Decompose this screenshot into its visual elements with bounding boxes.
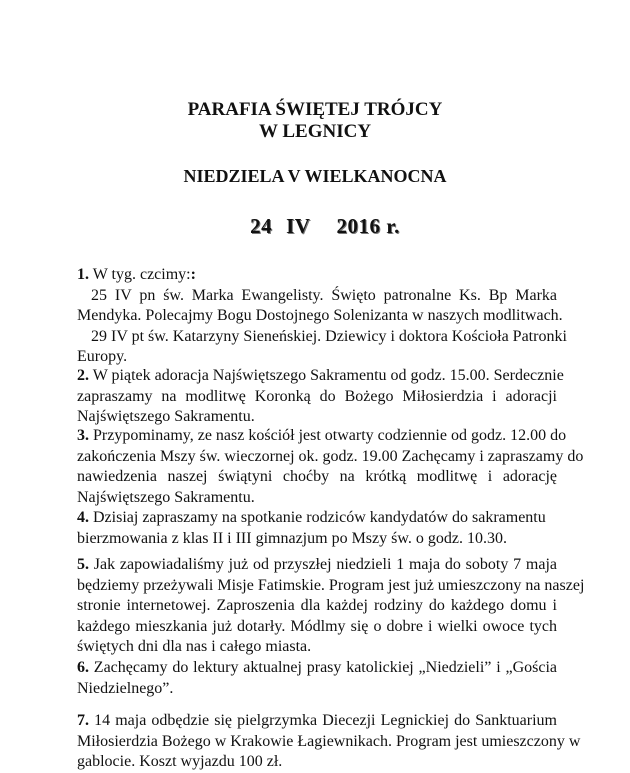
announcement-2 — [77, 366, 564, 428]
announcement-line: świętych dni dla nas i całego miasta. — [77, 638, 312, 655]
announcement-line: Europy. — [77, 348, 128, 365]
announcement-number: 2. — [77, 367, 89, 384]
announcement-line: Jak zapowiadaliśmy już od przyszłej niedzieli 1 maja do soboty 7 maja — [89, 556, 557, 573]
announcement-line: gablocie. Koszt wyjazdu 100 zł. — [77, 753, 283, 770]
announcement-6 — [77, 658, 557, 699]
date-year: 2016 r. — [336, 214, 400, 238]
announcement-line: każdego mieszkania już dotarły. Módlmy się o dobre i wielki owoce tych — [77, 617, 557, 635]
announcement-line: Mendyka. Polecajmy Bogu Dostojnego Solenizanta w naszych modlitwach. — [77, 307, 563, 324]
announcement-number: 7. — [77, 712, 89, 729]
announcement-1: 1. W tyg. czcimy:: 25 IV pn św. Marka Ewangelisty. Święto patronalne Ks. Bp Marka Mendyka. Polecajmy Bogu Dostojnego Solenizanta w naszych modlitwach. 29 IV pt św. Katarzyny Sieneńskiej. Dziewicy i doktora Kościoła Patronki Europy. — [77, 265, 557, 368]
announcement-line: stronie internetowej. Zaproszenia dla każdej rodziny do każdego domu i — [77, 597, 557, 614]
parish-title-line1: PARAFIA ŚWIĘTEJ TRÓJCY — [187, 99, 443, 120]
announcement-line: zapraszamy na modlitwę Koronką do Bożego Miłosierdzia i adoracji — [77, 387, 557, 405]
announcement-line: 25 IV pn św. Marka Ewangelisty. Święto patronalne Ks. Bp Marka — [91, 286, 557, 304]
announcement-line: W piątek adoracja Najświętszego Sakramentu od godz. 15.00. Serdecznie — [89, 367, 564, 384]
announcement-number: 6. — [77, 659, 89, 676]
announcement-line: Miłosierdzia Bożego w Krakowie Łagiewnikach. Program jest umieszczony w — [77, 732, 581, 750]
announcement-number: 3. — [77, 427, 89, 444]
announcement-5 — [77, 555, 585, 658]
announcement-7 — [77, 711, 581, 773]
announcement-line: 29 IV pt św. Katarzyny Sieneńskiej. Dziewicy i doktora Kościoła Patronki — [91, 327, 567, 345]
date-day: 24 — [250, 214, 273, 238]
announcement-3 — [77, 426, 584, 508]
announcement-line: będziemy przeżywali Misje Fatimskie. Program jest już umieszczony na naszej — [77, 576, 585, 594]
announcement-line: zakończenia Mszy św. wieczornej ok. godz. 19.00 Zachęcamy i zapraszamy do — [77, 447, 584, 465]
announcement-line: 14 maja odbędzie się pielgrzymka Diecezji Legnickiej do Sanktuarium — [89, 712, 557, 729]
bulletin-date — [0, 214, 630, 238]
announcement-line: Najświętszego Sakramentu. — [77, 408, 255, 425]
announcement-number: 1. — [77, 266, 89, 283]
announcement-line: Przypominamy, ze nasz kościół jest otwarty codziennie od godz. 12.00 do — [89, 427, 567, 444]
parish-title-line2: W LEGNICY — [258, 121, 372, 142]
announcement-line: W tyg. czcimy: — [89, 266, 191, 283]
announcement-line: Najświętszego Sakramentu. — [77, 488, 255, 506]
announcement-line: bierzmowania z klas II i III gimnazjum po Mszy św. o godz. 10.30. — [77, 529, 507, 547]
announcement-number: 5. — [77, 556, 89, 573]
announcement-line: Dzisiaj zapraszamy na spotkanie rodziców kandydatów do sakramentu — [89, 509, 546, 526]
announcement-line: nawiedzenia naszej świątyni choćby na krótką modlitwę i adorację — [77, 468, 557, 485]
date-month: IV — [286, 214, 311, 238]
announcement-line: Niedzielnego”. — [77, 679, 174, 697]
announcement-4 — [77, 508, 557, 549]
announcement-line: Zachęcamy do lektury aktualnej prasy katolickiej „Niedzieli” i „Gościa — [89, 659, 557, 676]
sunday-subtitle: NIEDZIELA V WIELKANOCNA — [183, 166, 447, 186]
announcement-number: 4. — [77, 509, 89, 526]
